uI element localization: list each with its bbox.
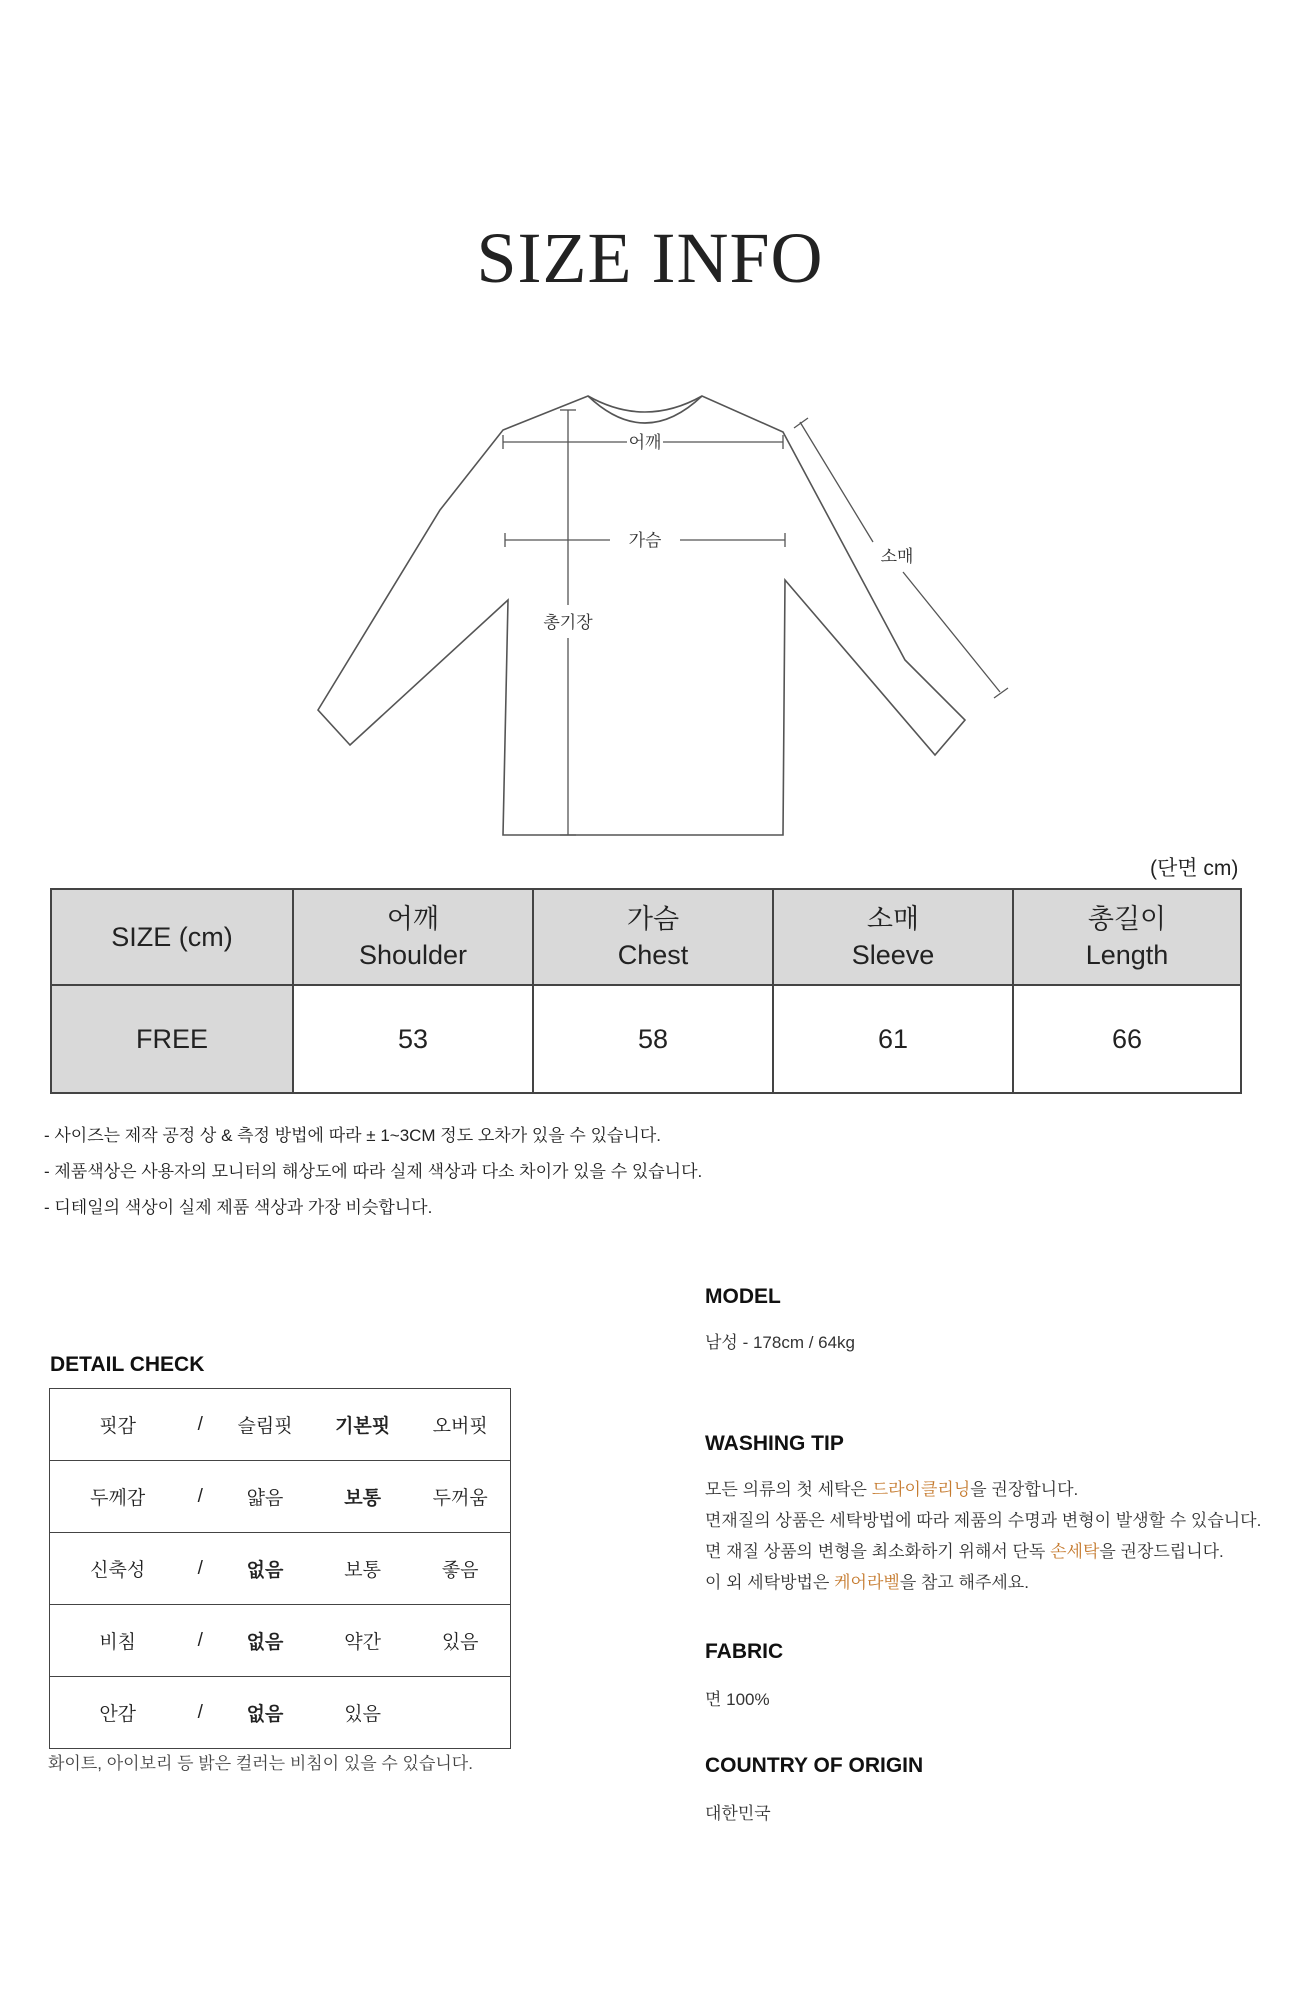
detail-option: 두꺼움	[410, 1461, 510, 1533]
column-header-chest	[533, 889, 773, 985]
detail-option: 보통	[315, 1461, 411, 1533]
detail-option: 있음	[410, 1605, 510, 1677]
detail-label: 두께감	[50, 1461, 186, 1533]
note-line: - 제품색상은 사용자의 모니터의 해상도에 따라 실제 색상과 다소 차이가 있을 수 있습니다.	[44, 1162, 703, 1181]
washing-text: 면 재질 상품의 변형을 최소화하기 위해서 단독	[705, 1542, 1051, 1561]
origin-text: 대한민국	[705, 1804, 771, 1823]
note-line: - 디테일의 색상이 실제 제품 색상과 가장 비슷합니다.	[44, 1198, 433, 1217]
detail-check-body	[50, 1389, 511, 1749]
detail-row	[50, 1533, 511, 1605]
label-length: 총기장	[543, 613, 593, 633]
detail-option: 없음	[215, 1533, 315, 1605]
detail-check-table	[49, 1388, 511, 1749]
detail-option: 없음	[215, 1605, 315, 1677]
detail-option: 없음	[246, 1704, 284, 1725]
column-header-sleeve	[773, 889, 1013, 985]
washing-text: 이 외 세탁방법은	[705, 1573, 835, 1592]
detail-label: 비침	[50, 1605, 186, 1677]
fabric-text: 면 100%	[705, 1690, 770, 1709]
size-table-header-row	[51, 889, 1241, 985]
washing-text: 면재질의 상품은 세탁방법에 따라 제품의 수명과 변형이 발생할 수 있습니다.	[705, 1511, 1262, 1530]
column-header-en: Chest	[617, 940, 689, 970]
label-shoulder: 어깨	[628, 433, 662, 453]
model-title: MODEL	[705, 1285, 781, 1308]
washing-text: 을 참고 해주세요.	[899, 1573, 1029, 1592]
detail-label: 안감	[99, 1704, 137, 1725]
column-header-kr: 가슴	[626, 903, 680, 934]
detail-option: 얇음	[215, 1461, 315, 1533]
garment-outline	[318, 396, 965, 835]
column-header-length	[1013, 889, 1241, 985]
washing-highlight: 드라이클리닝	[871, 1480, 971, 1499]
detail-separator: /	[185, 1605, 215, 1677]
washing-tip-title: WASHING TIP	[705, 1432, 844, 1455]
washing-line	[705, 1474, 1261, 1505]
detail-separator: /	[185, 1533, 215, 1605]
detail-row	[50, 1677, 511, 1749]
size-header-cell: SIZE (cm)	[51, 889, 293, 985]
value-cell-chest: 58	[533, 985, 773, 1093]
table-row	[51, 985, 1241, 1093]
column-header-kr: 총길이	[1087, 903, 1167, 934]
detail-check-note: 화이트, 아이보리 등 밝은 컬러는 비침이 있을 수 있습니다.	[48, 1754, 473, 1773]
detail-row	[50, 1605, 511, 1677]
note-line: - 사이즈는 제작 공정 상 & 측정 방법에 따라 ± 1~3CM 정도 오차가 있을 수 있습니다.	[44, 1126, 661, 1145]
unit-note: (단면 cm)	[1150, 857, 1239, 880]
page-title: SIZE INFO	[476, 218, 824, 298]
column-header-kr: 어깨	[386, 903, 440, 934]
column-header-shoulder	[293, 889, 533, 985]
detail-label: 신축성	[50, 1533, 186, 1605]
label-sleeve: 소매	[880, 547, 914, 567]
washing-text: 모든 의류의 첫 세탁은	[705, 1480, 872, 1499]
washing-text: 을 권장합니다.	[970, 1480, 1079, 1499]
washing-line	[705, 1536, 1261, 1567]
column-header-kr: 소매	[866, 903, 920, 934]
column-header-en: Shoulder	[358, 940, 468, 970]
fabric-title: FABRIC	[705, 1640, 784, 1663]
garment-neckline	[588, 396, 702, 423]
column-header-en: Sleeve	[851, 940, 935, 970]
detail-check-title: DETAIL CHECK	[50, 1353, 205, 1376]
washing-tip-text	[705, 1474, 1261, 1598]
detail-option: 보통	[315, 1533, 411, 1605]
washing-highlight: 손세탁	[1050, 1542, 1100, 1561]
detail-option	[410, 1677, 510, 1749]
washing-text: 을 권장드립니다.	[1099, 1542, 1224, 1561]
garment-diagram	[0, 380, 1300, 850]
detail-separator: /	[185, 1389, 215, 1461]
size-notes	[44, 1118, 702, 1226]
value-cell-shoulder: 53	[293, 985, 533, 1093]
washing-line	[705, 1567, 1261, 1598]
washing-line	[705, 1505, 1261, 1536]
origin-title: COUNTRY OF ORIGIN	[705, 1754, 924, 1777]
detail-row	[50, 1389, 511, 1461]
size-label-cell: FREE	[51, 985, 293, 1093]
detail-separator: /	[197, 1701, 203, 1723]
detail-label: 핏감	[50, 1389, 186, 1461]
label-chest: 가슴	[628, 531, 662, 551]
model-text: 남성 - 178cm / 64kg	[705, 1333, 856, 1352]
detail-option: 좋음	[410, 1533, 510, 1605]
detail-option: 슬림핏	[215, 1389, 315, 1461]
detail-option: 약간	[315, 1605, 411, 1677]
column-header-en: Length	[1085, 940, 1169, 970]
value-cell-length: 66	[1013, 985, 1241, 1093]
detail-option: 오버핏	[410, 1389, 510, 1461]
detail-option: 있음	[344, 1704, 381, 1725]
detail-separator: /	[185, 1461, 215, 1533]
detail-option: 기본핏	[315, 1389, 411, 1461]
size-table	[50, 888, 1242, 1094]
detail-row	[50, 1461, 511, 1533]
washing-highlight: 케어라벨	[834, 1573, 900, 1592]
value-cell-sleeve: 61	[773, 985, 1013, 1093]
